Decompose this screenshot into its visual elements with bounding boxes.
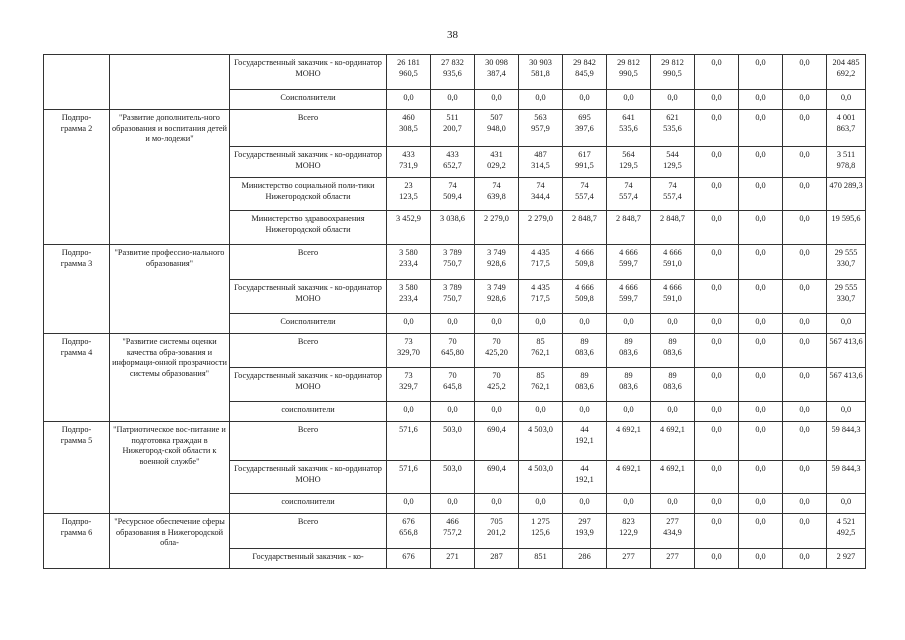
- budget-table: [43, 54, 866, 569]
- value-cell: 705 201,2: [475, 514, 519, 549]
- value-cell: 0,0: [739, 178, 783, 211]
- value-cell: 0,0: [519, 90, 563, 110]
- value-cell: 0,0: [739, 334, 783, 368]
- value-cell: 4 666 591,0: [651, 280, 695, 314]
- value-cell: 0,0: [783, 461, 827, 494]
- value-cell: 85 762,1: [519, 368, 563, 402]
- total-cell: 3 511 978,8: [827, 147, 866, 178]
- value-cell: 0,0: [695, 461, 739, 494]
- value-cell: 277: [607, 549, 651, 569]
- total-cell: 29 555 330,7: [827, 280, 866, 314]
- subprogram-cell: Подпро- грамма 6: [44, 514, 110, 569]
- table-row: [44, 334, 866, 368]
- value-cell: 0,0: [519, 402, 563, 422]
- value-cell: 89 083,6: [607, 334, 651, 368]
- value-cell: 271: [431, 549, 475, 569]
- value-cell: 0,0: [783, 334, 827, 368]
- value-cell: 0,0: [739, 147, 783, 178]
- value-cell: 0,0: [783, 90, 827, 110]
- value-cell: 0,0: [695, 110, 739, 147]
- value-cell: 4 692,1: [607, 422, 651, 461]
- value-cell: 44 192,1: [563, 461, 607, 494]
- value-cell: 0,0: [783, 211, 827, 245]
- subprogram-name-cell: "Патриотическое вос-питание и подготовка граждан в Нижегород-ской области к военной службе": [110, 422, 230, 514]
- value-cell: 74 557,4: [651, 178, 695, 211]
- value-cell: 73 329,70: [387, 334, 431, 368]
- value-cell: 507 948,0: [475, 110, 519, 147]
- value-cell: 0,0: [783, 55, 827, 90]
- value-cell: 511 200,7: [431, 110, 475, 147]
- value-cell: 4 666 599,7: [607, 280, 651, 314]
- table-row: [44, 245, 866, 280]
- value-cell: 70 425,2: [475, 368, 519, 402]
- value-cell: 0,0: [695, 549, 739, 569]
- value-cell: 0,0: [783, 110, 827, 147]
- value-cell: 0,0: [695, 494, 739, 514]
- value-cell: 0,0: [695, 178, 739, 211]
- value-cell: 287: [475, 549, 519, 569]
- value-cell: 89 083,6: [607, 368, 651, 402]
- subprogram-name-cell: "Развитие профессио-нального образования": [110, 245, 230, 334]
- executor-cell: Всего: [230, 245, 387, 280]
- value-cell: 73 329,7: [387, 368, 431, 402]
- value-cell: 0,0: [739, 368, 783, 402]
- value-cell: 621 535,6: [651, 110, 695, 147]
- value-cell: 4 503,0: [519, 422, 563, 461]
- subprogram-name-cell: [110, 55, 230, 110]
- total-cell: 0,0: [827, 314, 866, 334]
- value-cell: 277: [651, 549, 695, 569]
- subprogram-name-cell: "Развитие дополнитель-ного образования и воспитания детей и мо-лодежи": [110, 110, 230, 245]
- value-cell: 0,0: [651, 314, 695, 334]
- value-cell: 0,0: [783, 422, 827, 461]
- value-cell: 4 435 717,5: [519, 245, 563, 280]
- table-row: [44, 110, 866, 147]
- value-cell: 0,0: [563, 314, 607, 334]
- total-cell: 59 844,3: [827, 461, 866, 494]
- table-row: [44, 514, 866, 549]
- value-cell: 690,4: [475, 461, 519, 494]
- value-cell: 0,0: [739, 90, 783, 110]
- executor-cell: Государственный заказчик - ко-ординатор МОНО: [230, 280, 387, 314]
- value-cell: 297 193,9: [563, 514, 607, 549]
- value-cell: 0,0: [651, 494, 695, 514]
- value-cell: 0,0: [783, 368, 827, 402]
- value-cell: 571,6: [387, 461, 431, 494]
- value-cell: 0,0: [695, 368, 739, 402]
- value-cell: 29 842 845,9: [563, 55, 607, 90]
- value-cell: 3 580 233,4: [387, 280, 431, 314]
- value-cell: 0,0: [651, 402, 695, 422]
- value-cell: 4 666 509,8: [563, 280, 607, 314]
- value-cell: 0,0: [387, 402, 431, 422]
- value-cell: 0,0: [607, 402, 651, 422]
- value-cell: 70 645,80: [431, 334, 475, 368]
- value-cell: 503,0: [431, 422, 475, 461]
- value-cell: 3 580 233,4: [387, 245, 431, 280]
- value-cell: 0,0: [431, 90, 475, 110]
- subprogram-cell: Подпро- грамма 5: [44, 422, 110, 514]
- value-cell: 3 789 750,7: [431, 245, 475, 280]
- value-cell: 0,0: [475, 90, 519, 110]
- value-cell: 2 848,7: [563, 211, 607, 245]
- value-cell: 23 123,5: [387, 178, 431, 211]
- total-cell: 2 927: [827, 549, 866, 569]
- value-cell: 0,0: [519, 314, 563, 334]
- page-number: 38: [447, 29, 458, 41]
- value-cell: 0,0: [739, 211, 783, 245]
- value-cell: 0,0: [695, 245, 739, 280]
- executor-cell: Всего: [230, 110, 387, 147]
- value-cell: 4 666 599,7: [607, 245, 651, 280]
- value-cell: 1 275 125,6: [519, 514, 563, 549]
- value-cell: 4 503,0: [519, 461, 563, 494]
- value-cell: 0,0: [387, 90, 431, 110]
- value-cell: 4 692,1: [651, 422, 695, 461]
- value-cell: 286: [563, 549, 607, 569]
- value-cell: 74 509,4: [431, 178, 475, 211]
- value-cell: 0,0: [783, 147, 827, 178]
- value-cell: 0,0: [387, 494, 431, 514]
- table-row: [44, 422, 866, 461]
- value-cell: 4 666 591,0: [651, 245, 695, 280]
- value-cell: 0,0: [783, 178, 827, 211]
- value-cell: 0,0: [695, 422, 739, 461]
- value-cell: 0,0: [563, 494, 607, 514]
- value-cell: 0,0: [431, 314, 475, 334]
- value-cell: 0,0: [739, 549, 783, 569]
- value-cell: 0,0: [739, 402, 783, 422]
- value-cell: 0,0: [783, 549, 827, 569]
- value-cell: 4 692,1: [607, 461, 651, 494]
- total-cell: 4 521 492,5: [827, 514, 866, 549]
- subprogram-cell: Подпро- грамма 2: [44, 110, 110, 245]
- value-cell: 460 308,5: [387, 110, 431, 147]
- subprogram-name-cell: "Ресурсное обеспечение сферы образования в Нижегородской обла-: [110, 514, 230, 569]
- total-cell: 567 413,6: [827, 334, 866, 368]
- value-cell: 0,0: [783, 245, 827, 280]
- value-cell: 29 812 990,5: [651, 55, 695, 90]
- executor-cell: Всего: [230, 514, 387, 549]
- total-cell: 567 413,6: [827, 368, 866, 402]
- total-cell: 0,0: [827, 90, 866, 110]
- value-cell: 89 083,6: [563, 368, 607, 402]
- value-cell: 277 434,9: [651, 514, 695, 549]
- value-cell: 89 083,6: [651, 334, 695, 368]
- value-cell: 3 789 750,7: [431, 280, 475, 314]
- total-cell: 470 289,3: [827, 178, 866, 211]
- total-cell: 0,0: [827, 494, 866, 514]
- value-cell: 74 557,4: [607, 178, 651, 211]
- value-cell: 0,0: [475, 402, 519, 422]
- value-cell: 433 652,7: [431, 147, 475, 178]
- value-cell: 0,0: [783, 402, 827, 422]
- value-cell: 0,0: [739, 461, 783, 494]
- total-cell: 19 595,6: [827, 211, 866, 245]
- value-cell: 89 083,6: [563, 334, 607, 368]
- value-cell: 466 757,2: [431, 514, 475, 549]
- value-cell: 571,6: [387, 422, 431, 461]
- value-cell: 851: [519, 549, 563, 569]
- value-cell: 0,0: [695, 514, 739, 549]
- value-cell: 85 762,1: [519, 334, 563, 368]
- value-cell: 544 129,5: [651, 147, 695, 178]
- value-cell: 0,0: [387, 314, 431, 334]
- value-cell: 0,0: [607, 90, 651, 110]
- value-cell: 4 692,1: [651, 461, 695, 494]
- subprogram-name-cell: "Развитие системы оценки качества обра-зования и информаци-онной прозрачности системы образования": [110, 334, 230, 422]
- table-row: [44, 55, 866, 90]
- value-cell: 27 832 935,6: [431, 55, 475, 90]
- value-cell: 70 425,20: [475, 334, 519, 368]
- value-cell: 3 038,6: [431, 211, 475, 245]
- value-cell: 564 129,5: [607, 147, 651, 178]
- value-cell: 0,0: [739, 514, 783, 549]
- value-cell: 487 314,5: [519, 147, 563, 178]
- value-cell: 2 279,0: [519, 211, 563, 245]
- value-cell: 2 848,7: [651, 211, 695, 245]
- value-cell: 0,0: [783, 280, 827, 314]
- value-cell: 29 812 990,5: [607, 55, 651, 90]
- executor-cell: Всего: [230, 334, 387, 368]
- value-cell: 2 848,7: [607, 211, 651, 245]
- value-cell: 30 903 581,8: [519, 55, 563, 90]
- value-cell: 433 731,9: [387, 147, 431, 178]
- value-cell: 0,0: [783, 314, 827, 334]
- value-cell: 0,0: [563, 402, 607, 422]
- value-cell: 823 122,9: [607, 514, 651, 549]
- executor-cell: Государственный заказчик - ко-ординатор МОНО: [230, 147, 387, 178]
- value-cell: 0,0: [695, 55, 739, 90]
- value-cell: 74 344,4: [519, 178, 563, 211]
- value-cell: 0,0: [431, 402, 475, 422]
- value-cell: 0,0: [519, 494, 563, 514]
- executor-cell: Государственный заказчик - ко-ординатор МОНО: [230, 55, 387, 90]
- value-cell: 74 639,8: [475, 178, 519, 211]
- value-cell: 74 557,4: [563, 178, 607, 211]
- value-cell: 0,0: [783, 494, 827, 514]
- executor-cell: Соисполнители: [230, 314, 387, 334]
- value-cell: 30 098 387,4: [475, 55, 519, 90]
- executor-cell: Всего: [230, 422, 387, 461]
- value-cell: 0,0: [695, 211, 739, 245]
- value-cell: 4 666 509,8: [563, 245, 607, 280]
- executor-cell: Соисполнители: [230, 90, 387, 110]
- value-cell: 0,0: [607, 494, 651, 514]
- value-cell: 2 279,0: [475, 211, 519, 245]
- value-cell: 0,0: [695, 402, 739, 422]
- value-cell: 431 029,2: [475, 147, 519, 178]
- executor-cell: Государственный заказчик - ко-: [230, 549, 387, 569]
- value-cell: 0,0: [431, 494, 475, 514]
- value-cell: 0,0: [695, 334, 739, 368]
- value-cell: 0,0: [739, 422, 783, 461]
- value-cell: 0,0: [695, 90, 739, 110]
- value-cell: 676: [387, 549, 431, 569]
- subprogram-cell: Подпро- грамма 3: [44, 245, 110, 334]
- value-cell: 503,0: [431, 461, 475, 494]
- value-cell: 0,0: [651, 90, 695, 110]
- executor-cell: Государственный заказчик - ко-ординатор МОНО: [230, 461, 387, 494]
- subprogram-cell: [44, 55, 110, 110]
- value-cell: 563 957,9: [519, 110, 563, 147]
- value-cell: 690,4: [475, 422, 519, 461]
- value-cell: 0,0: [475, 494, 519, 514]
- value-cell: 641 535,6: [607, 110, 651, 147]
- value-cell: 676 656,8: [387, 514, 431, 549]
- total-cell: 59 844,3: [827, 422, 866, 461]
- value-cell: 3 452,9: [387, 211, 431, 245]
- value-cell: 89 083,6: [651, 368, 695, 402]
- total-cell: 29 555 330,7: [827, 245, 866, 280]
- subprogram-cell: Подпро- грамма 4: [44, 334, 110, 422]
- value-cell: 70 645,8: [431, 368, 475, 402]
- total-cell: 204 485 692,2: [827, 55, 866, 90]
- executor-cell: Министерство социальной поли-тики Нижегородской области: [230, 178, 387, 211]
- executor-cell: Министерство здравоохранения Нижегородской области: [230, 211, 387, 245]
- value-cell: 0,0: [739, 110, 783, 147]
- value-cell: 26 181 960,5: [387, 55, 431, 90]
- executor-cell: Государственный заказчик - ко-ординатор МОНО: [230, 368, 387, 402]
- value-cell: 44 192,1: [563, 422, 607, 461]
- value-cell: 0,0: [475, 314, 519, 334]
- value-cell: 0,0: [695, 314, 739, 334]
- value-cell: 0,0: [695, 280, 739, 314]
- value-cell: 0,0: [783, 514, 827, 549]
- value-cell: 617 991,5: [563, 147, 607, 178]
- value-cell: 4 435 717,5: [519, 280, 563, 314]
- value-cell: 0,0: [739, 494, 783, 514]
- executor-cell: соисполнители: [230, 494, 387, 514]
- value-cell: 0,0: [739, 280, 783, 314]
- value-cell: 0,0: [739, 245, 783, 280]
- value-cell: 695 397,6: [563, 110, 607, 147]
- value-cell: 0,0: [695, 147, 739, 178]
- total-cell: 4 001 863,7: [827, 110, 866, 147]
- value-cell: 3 749 928,6: [475, 280, 519, 314]
- value-cell: 0,0: [563, 90, 607, 110]
- value-cell: 0,0: [739, 314, 783, 334]
- value-cell: 3 749 928,6: [475, 245, 519, 280]
- executor-cell: соисполнители: [230, 402, 387, 422]
- total-cell: 0,0: [827, 402, 866, 422]
- value-cell: 0,0: [739, 55, 783, 90]
- value-cell: 0,0: [607, 314, 651, 334]
